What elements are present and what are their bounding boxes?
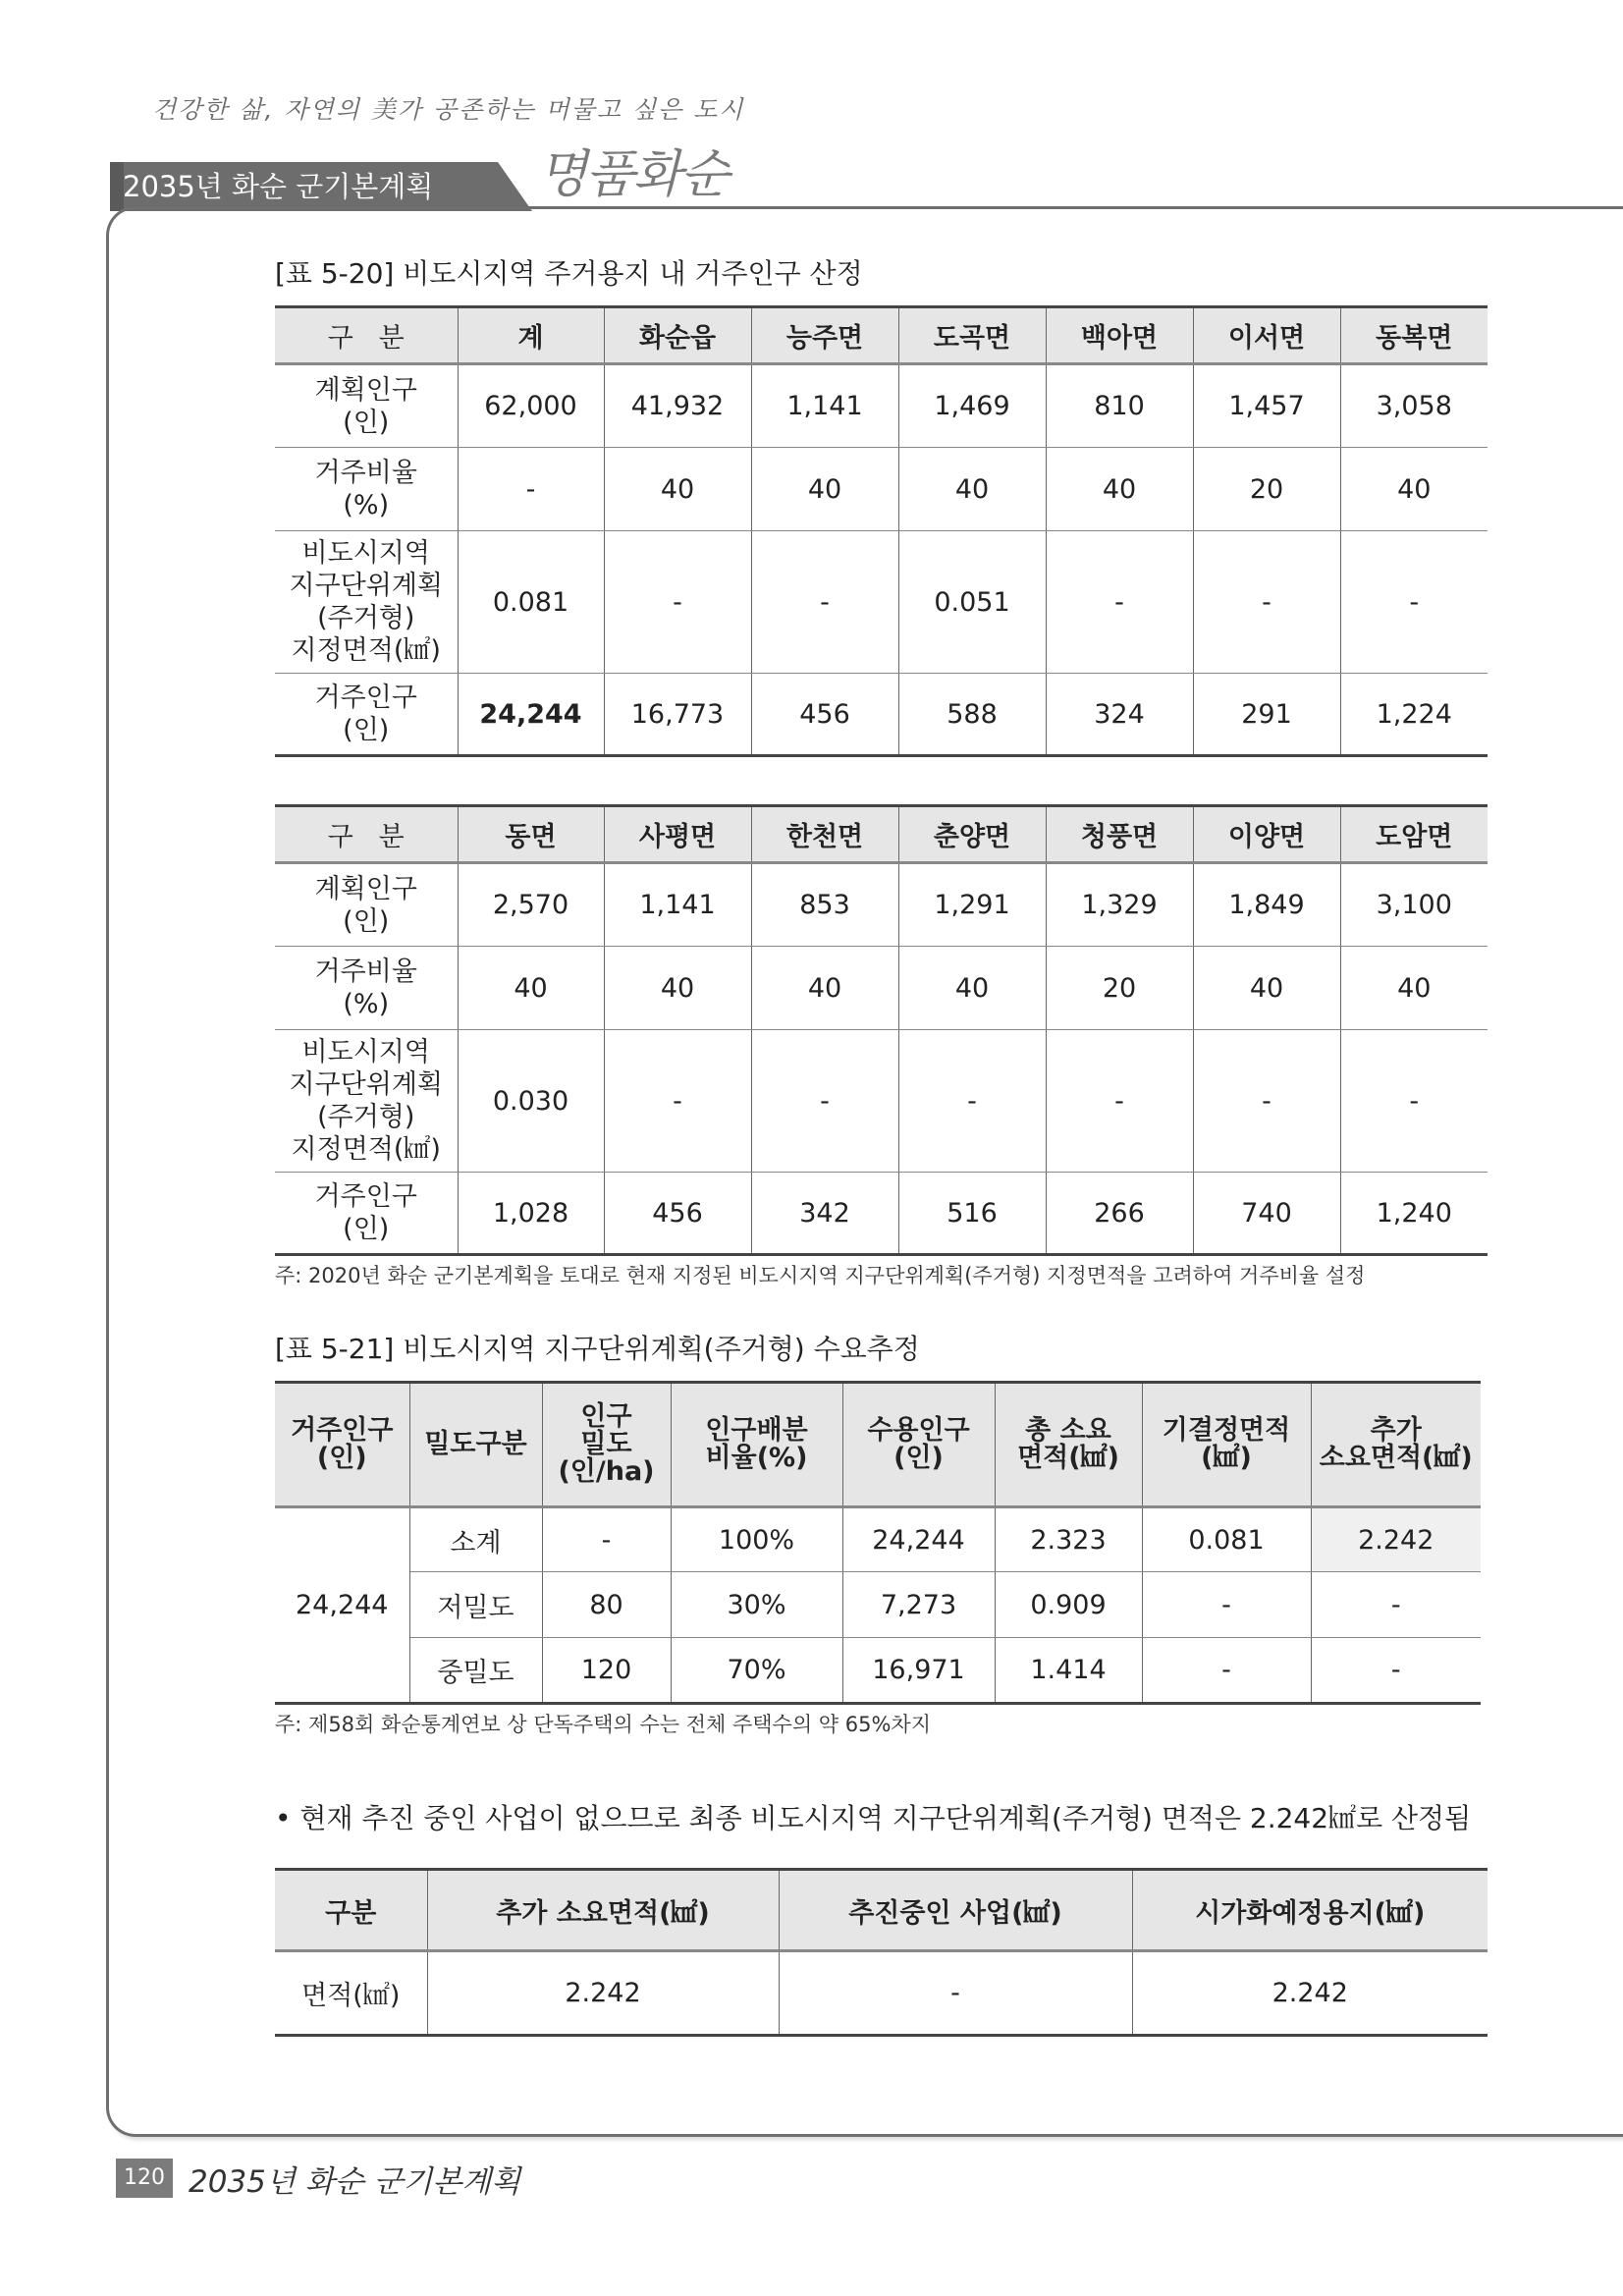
row-label: 계획인구 (인)	[275, 863, 458, 947]
table-5-20-part1	[275, 305, 1488, 757]
cell: -	[1142, 1572, 1311, 1638]
header-cell: 동복면	[1340, 307, 1488, 364]
cell: -	[1142, 1638, 1311, 1704]
row-label: 비도시지역 지구단위계획 (주거형) 지정면적(㎢)	[275, 531, 458, 674]
table-row	[275, 1572, 1481, 1638]
header-cell: 이양면	[1193, 806, 1340, 863]
header-cell: 화순읍	[604, 307, 751, 364]
header-cell: 청풍면	[1046, 806, 1193, 863]
header-cell: 추진중인 사업(㎢)	[779, 1870, 1132, 1951]
cell: 1,028	[458, 1173, 604, 1255]
cell: 16,971	[842, 1638, 995, 1704]
cell: 0.030	[458, 1030, 604, 1173]
row-label: 거주비율 (%)	[275, 448, 458, 531]
cell: -	[898, 1030, 1046, 1173]
header-cell: 백아면	[1046, 307, 1193, 364]
table-row	[275, 1951, 1488, 2036]
cell: -	[1340, 531, 1488, 674]
header-cell: 구분	[275, 1870, 427, 1951]
cell: 40	[458, 947, 604, 1030]
summary-bullet: • 현재 추진 중인 사업이 없으므로 최종 비도시지역 지구단위계획(주거형) 면적은 2.242㎢로 산정됨	[275, 1802, 1472, 1834]
cell: -	[751, 531, 898, 674]
cell: 1,329	[1046, 863, 1193, 947]
cell: 80	[542, 1572, 671, 1638]
cell: 291	[1193, 674, 1340, 756]
table-5-20-part2	[275, 804, 1488, 1256]
cell: 40	[604, 448, 751, 531]
cell: 20	[1046, 947, 1193, 1030]
cell: 70%	[671, 1638, 842, 1704]
cell: 0.081	[458, 531, 604, 674]
page-number: 120	[116, 2159, 173, 2198]
cell: 266	[1046, 1173, 1193, 1255]
cell: -	[458, 448, 604, 531]
table-5-21-note: 주: 제58회 화순통계연보 상 단독주택의 수는 전체 주택수의 약 65%차지	[275, 1713, 931, 1736]
cell: 2.242	[1132, 1951, 1488, 2036]
row-label: 계획인구 (인)	[275, 364, 458, 448]
table-5-21	[275, 1381, 1481, 1705]
header-cell: 총 소요 면적(㎢)	[995, 1383, 1142, 1507]
logo: 명품화순	[538, 145, 728, 204]
header-cell: 밀도구분	[409, 1383, 542, 1507]
cell: -	[1311, 1638, 1481, 1704]
cell: 2,570	[458, 863, 604, 947]
cell: 16,773	[604, 674, 751, 756]
header-cell: 수용인구 (인)	[842, 1383, 995, 1507]
header-cell: 도곡면	[898, 307, 1046, 364]
cell: 588	[898, 674, 1046, 756]
cell: -	[751, 1030, 898, 1173]
final-area-table	[275, 1868, 1488, 2037]
header-cell: 추가 소요면적(㎢)	[427, 1870, 779, 1951]
header-cell: 기결정면적 (㎢)	[1142, 1383, 1311, 1507]
header-cell: 추가 소요면적(㎢)	[1311, 1383, 1481, 1507]
table-row	[275, 531, 1488, 674]
header-cell: 구 분	[275, 806, 458, 863]
cell: -	[779, 1951, 1132, 2036]
cell: 40	[1340, 947, 1488, 1030]
cell: 0.081	[1142, 1507, 1311, 1572]
row-label: 거주비율 (%)	[275, 947, 458, 1030]
cell: 40	[1193, 947, 1340, 1030]
cell: 40	[751, 448, 898, 531]
cell: 1,141	[604, 863, 751, 947]
header-cell: 이서면	[1193, 307, 1340, 364]
header-cell: 계	[458, 307, 604, 364]
cell: 120	[542, 1638, 671, 1704]
cell: 30%	[671, 1572, 842, 1638]
cell: 456	[751, 674, 898, 756]
cell: -	[1046, 1030, 1193, 1173]
cell: 1,240	[1340, 1173, 1488, 1255]
cell: 3,100	[1340, 863, 1488, 947]
header-cell: 구 분	[275, 307, 458, 364]
cell: -	[604, 531, 751, 674]
cell: 24,244	[842, 1507, 995, 1572]
cell: 저밀도	[409, 1572, 542, 1638]
cell: 810	[1046, 364, 1193, 448]
header-cell: 춘양면	[898, 806, 1046, 863]
cell: 456	[604, 1173, 751, 1255]
cell: 40	[604, 947, 751, 1030]
cell: 853	[751, 863, 898, 947]
table-row	[275, 863, 1488, 947]
header-cell: 능주면	[751, 307, 898, 364]
header-cell: 도암면	[1340, 806, 1488, 863]
cell: 40	[1046, 448, 1193, 531]
cell: 342	[751, 1173, 898, 1255]
cell: -	[604, 1030, 751, 1173]
cell: 2.323	[995, 1507, 1142, 1572]
cell: 100%	[671, 1507, 842, 1572]
cell: 0.051	[898, 531, 1046, 674]
table-5-21-caption: [표 5-21] 비도시지역 지구단위계획(주거형) 수요추정	[275, 1333, 920, 1365]
cell: -	[1311, 1572, 1481, 1638]
cell: 516	[898, 1173, 1046, 1255]
row-label: 거주인구 (인)	[275, 1173, 458, 1255]
table-row	[275, 1638, 1481, 1704]
cell: 41,932	[604, 364, 751, 448]
table-5-20-caption: [표 5-20] 비도시지역 주거용지 내 거주인구 산정	[275, 257, 863, 290]
cell: 40	[898, 448, 1046, 531]
cell: 1,457	[1193, 364, 1340, 448]
cell: 20	[1193, 448, 1340, 531]
cell: 324	[1046, 674, 1193, 756]
cell: 1,469	[898, 364, 1046, 448]
row-label: 면적(㎢)	[275, 1951, 427, 2036]
cell: -	[1046, 531, 1193, 674]
cell: 2.242	[1311, 1507, 1481, 1572]
footer-title: 2035년 화순 군기본계획	[189, 2164, 521, 2200]
cell: 소계	[409, 1507, 542, 1572]
cell: -	[542, 1507, 671, 1572]
row-label: 거주인구 (인)	[275, 674, 458, 756]
header-title: 2035년 화순 군기본계획	[123, 170, 434, 203]
header-cell: 인구배분 비율(%)	[671, 1383, 842, 1507]
cell: 1,141	[751, 364, 898, 448]
table-row	[275, 364, 1488, 448]
table-row	[275, 1507, 1481, 1572]
header-cell: 시가화예정용지(㎢)	[1132, 1870, 1488, 1951]
cell: -	[1340, 1030, 1488, 1173]
cell: 2.242	[427, 1951, 779, 2036]
cell: 7,273	[842, 1572, 995, 1638]
header-cell: 동면	[458, 806, 604, 863]
cell: 1.414	[995, 1638, 1142, 1704]
header-slogan: 건강한 삶, 자연의 美가 공존하는 머물고 싶은 도시	[152, 95, 745, 124]
table-row	[275, 448, 1488, 531]
cell: 1,849	[1193, 863, 1340, 947]
cell: 3,058	[1340, 364, 1488, 448]
cell: 62,000	[458, 364, 604, 448]
cell: 40	[898, 947, 1046, 1030]
cell: 중밀도	[409, 1638, 542, 1704]
row-label: 비도시지역 지구단위계획 (주거형) 지정면적(㎢)	[275, 1030, 458, 1173]
header-cell: 사평면	[604, 806, 751, 863]
cell: 40	[751, 947, 898, 1030]
table-row	[275, 947, 1488, 1030]
cell: 40	[1340, 448, 1488, 531]
cell: 1,224	[1340, 674, 1488, 756]
cell: -	[1193, 531, 1340, 674]
table-5-20-note: 주: 2020년 화순 군기본계획을 토대로 현재 지정된 비도시지역 지구단위계획(주거형) 지정면적을 고려하여 거주비율 설정	[275, 1264, 1366, 1287]
cell: 0.909	[995, 1572, 1142, 1638]
cell: -	[1193, 1030, 1340, 1173]
header-cell: 한천면	[751, 806, 898, 863]
table-row	[275, 1030, 1488, 1173]
resident-population-cell: 24,244	[275, 1507, 409, 1704]
table-row	[275, 1173, 1488, 1255]
header-cell: 인구 밀도 (인/ha)	[542, 1383, 671, 1507]
cell: 1,291	[898, 863, 1046, 947]
table-row	[275, 674, 1488, 756]
cell: 24,244	[458, 674, 604, 756]
header-cell: 거주인구 (인)	[275, 1383, 409, 1507]
cell: 740	[1193, 1173, 1340, 1255]
